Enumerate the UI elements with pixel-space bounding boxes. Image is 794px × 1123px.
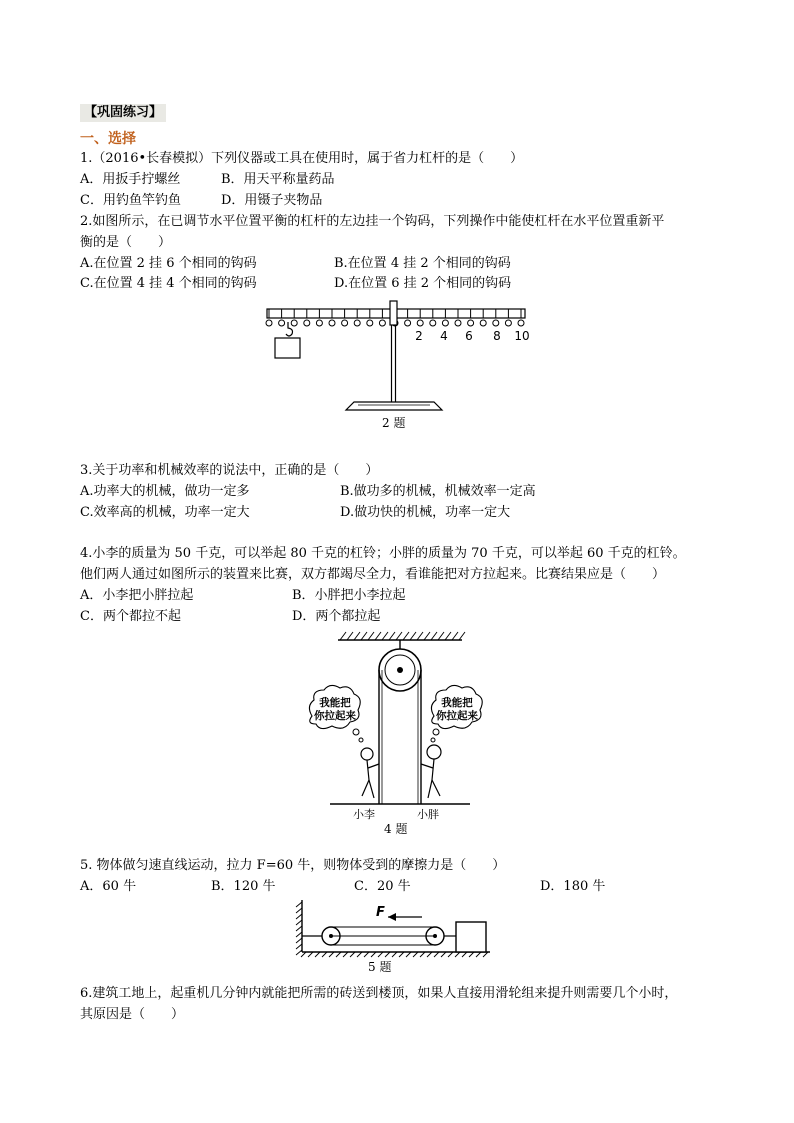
q1-option-a: A．用扳手拧螺丝 [80, 172, 181, 187]
lever-hook-ring [417, 320, 423, 326]
q1-stem: 1.（2016•长春模拟）下列仪器或工具在使用时，属于省力杠杆的是（ ） [80, 151, 524, 166]
bubble-right-line2: 你拉起来 [436, 710, 478, 722]
q4-option-a: A．小李把小胖拉起 [80, 588, 194, 603]
lever-stand-base [346, 402, 442, 410]
lever-tick-label-10: 10 [514, 329, 530, 343]
q5-figure-caption: 5 题 [368, 960, 392, 974]
bubble-left-line1: 我能把 [319, 697, 351, 709]
lever-tick-label-2: 2 [415, 329, 423, 343]
q2-stem-line1: 2.如图所示，在已调节水平位置平衡的杠杆的左边挂一个钩码，下列操作中能使杠杆在水平位置重新平 [80, 214, 665, 229]
lever-hook-ring [304, 320, 310, 326]
q4-option-d: D．两个都拉起 [292, 609, 381, 624]
q5-option-a: A．60 牛 [80, 879, 137, 894]
q2-option-a: A.在位置 2 挂 6 个相同的钩码 [80, 256, 257, 271]
q5-option-c: C．20 牛 [354, 879, 411, 894]
lever-tick-label-4: 4 [440, 329, 448, 343]
lever-hook-ring [505, 320, 511, 326]
q1-option-b: B．用天平称量药品 [221, 172, 335, 187]
lever-hook-ring [468, 320, 474, 326]
lever-hook-ring [430, 320, 436, 326]
lever-hook-ring [266, 320, 272, 326]
pulley-block-figure [294, 898, 494, 958]
lever-hook-ring [480, 320, 486, 326]
q5-option-b: B．120 牛 [211, 879, 276, 894]
q1-option-d: D．用镊子夹物品 [221, 193, 323, 208]
section-tag: 【巩固练习】 [80, 104, 166, 122]
q3-option-d: D.做功快的机械，功率一定大 [340, 505, 511, 520]
pulley-figure [300, 628, 500, 828]
lever-hook-ring [405, 320, 411, 326]
q4-option-c: C．两个都拉不起 [80, 609, 181, 624]
q4-figure-caption: 4 题 [384, 822, 408, 836]
hanging-weight [275, 338, 300, 358]
q4-stem-line1: 4.小李的质量为 50 千克，可以举起 80 千克的杠铃；小胖的质量为 70 千克，可以举起 60 千克的杠铃。 [80, 546, 686, 561]
q5-option-d: D．180 牛 [540, 879, 606, 894]
lever-figure [262, 298, 532, 418]
lever-hook-ring [518, 320, 524, 326]
label-xiaopang: 小胖 [417, 808, 439, 821]
lever-hook-ring [367, 320, 373, 326]
q6-stem-line2: 其原因是（ ） [80, 1007, 185, 1022]
lever-hook-ring [442, 320, 448, 326]
q6-stem-line1: 6.建筑工地上，起重机几分钟内就能把所需的砖送到楼顶，如果人直接用滑轮组来提升则需要几个小时， [80, 986, 678, 1001]
q3-stem: 3.关于功率和机械效率的说法中，正确的是（ ） [80, 463, 379, 478]
q2-option-b: B.在位置 4 挂 2 个相同的钩码 [334, 256, 511, 271]
q1-option-c: C．用钓鱼竿钓鱼 [80, 193, 181, 208]
q2-option-d: D.在位置 6 挂 2 个相同的钩码 [334, 276, 512, 291]
figure-xiaopang [421, 745, 441, 798]
lever-hook-ring [493, 320, 499, 326]
q3-option-b: B.做功多的机械，机械效率一定高 [340, 484, 536, 499]
lever-hook-ring [316, 320, 322, 326]
block [456, 922, 486, 952]
q4-option-b: B．小胖把小李拉起 [292, 588, 406, 603]
lever-tick-label-6: 6 [465, 329, 473, 343]
pulley-axle [397, 667, 403, 673]
lever-hook-ring [354, 320, 360, 326]
lever-hook-ring [279, 320, 285, 326]
bubble-right-line1: 我能把 [441, 697, 473, 709]
bubble-left-line2: 你拉起来 [314, 710, 356, 722]
lever-tick-label-8: 8 [493, 329, 501, 343]
q2-figure-caption: 2 题 [382, 416, 406, 430]
lever-hook-ring [455, 320, 461, 326]
q5-stem: 5. 物体做匀速直线运动，拉力 F=60 牛，则物体受到的摩擦力是（ ） [80, 858, 506, 873]
section-heading: 一、选择 [80, 131, 136, 147]
force-label: F [376, 905, 385, 920]
lever-hook-ring [342, 320, 348, 326]
q3-option-a: A.功率大的机械，做功一定多 [80, 484, 250, 499]
q2-option-c: C.在位置 4 挂 4 个相同的钩码 [80, 276, 257, 291]
figure-xiaoli [361, 748, 379, 798]
q4-stem-line2: 他们两人通过如图所示的装置来比赛，双方都竭尽全力，看谁能把对方拉起来。比赛结果应是（ ） [80, 567, 666, 582]
lever-hook-ring [291, 320, 297, 326]
q3-option-c: C.效率高的机械，功率一定大 [80, 505, 250, 520]
label-xiaoli: 小李 [353, 808, 375, 821]
lever-hook-ring [379, 320, 385, 326]
lever-hook-ring [329, 320, 335, 326]
q2-stem-line2: 衡的是（ ） [80, 235, 172, 250]
lever-pivot [390, 301, 397, 325]
